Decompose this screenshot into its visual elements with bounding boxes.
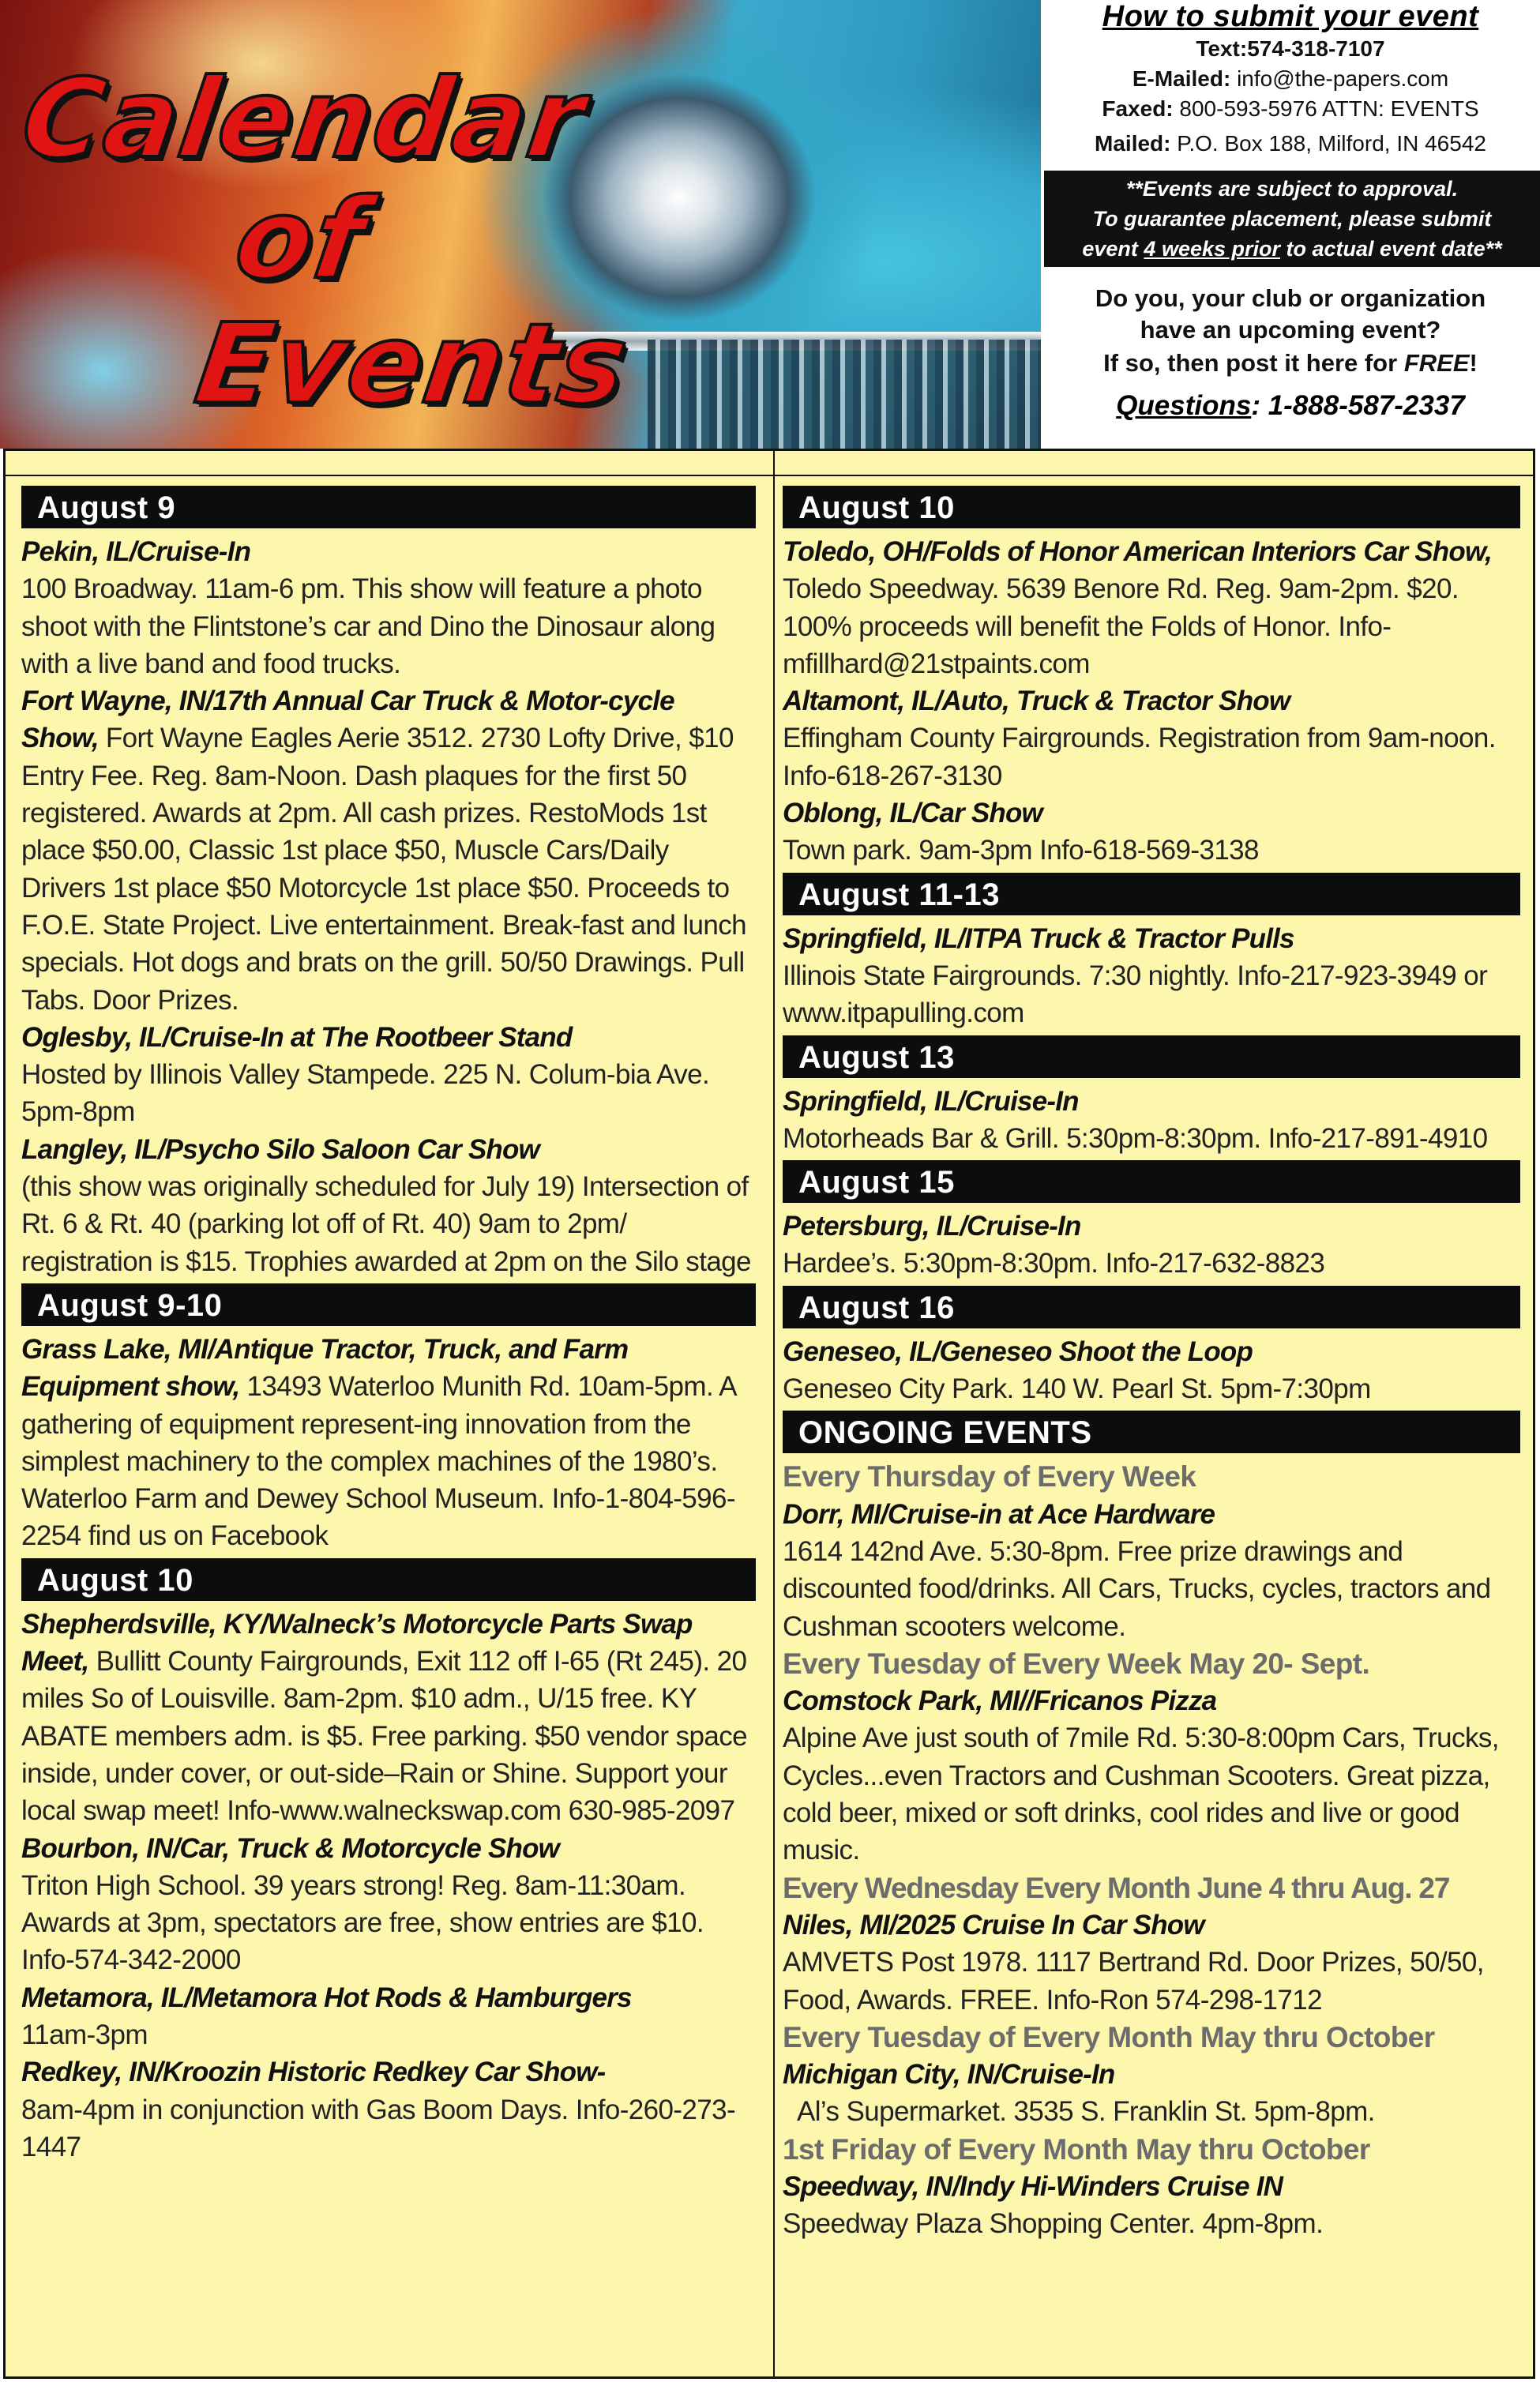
date-header: August 16 [783,1286,1520,1328]
submit-info-panel [1041,0,1540,449]
events-listing [3,449,1535,2379]
event-entry [21,1830,756,1979]
submit-heading: How to submit your event [1102,0,1479,33]
event-title: Toledo, OH/Folds of Honor American Interiors Car Show, [783,536,1492,567]
event-title: Grass Lake, MI/Antique Tractor, Truck, and Farm Equipment show, [21,1333,629,1403]
schedule-label: Every Thursday of Every Week [783,1460,1196,1493]
event-details: Alpine Ave just south of 7mile Rd. 5:30-8:00pm Cars, Trucks, Cycles...even Tractors and Cushman Scooters. Great pizza, cold beer, mixed or soft drinks, cool rides and live or good music. [783,1723,1499,1866]
date-header: August 13 [783,1035,1520,1078]
event-details: 8am-4pm in conjunction with Gas Boom Days. Info-260-273-1447 [21,2094,736,2162]
fax-line [1041,96,1540,122]
email-line [1041,66,1540,92]
event-title: Springfield, IL/ITPA Truck & Tractor Pulls [783,922,1294,954]
notice-line-3a: event [1082,237,1144,261]
event-entry [21,1979,756,2054]
event-title: Niles, MI/2025 Cruise In Car Show [783,1909,1204,1941]
title-calendar: Calendar [14,55,593,182]
event-details: Toledo Speedway. 5639 Benore Rd. Reg. 9am-2pm. $20. 100% proceeds will benefit the Folds of Honor. Info-mfillhard@21stpaints.com [783,573,1459,679]
event-title: Fort Wayne, IN/17th Annual Car Truck & Motor-cycle Show, [21,686,674,754]
event-title: Dorr, MI/Cruise-in at Ace Hardware [783,1498,1215,1530]
event-entry [783,2168,1520,2243]
schedule-label: Every Wednesday Every Month June 4 thru Aug. 27 [783,1871,1450,1904]
notice-line-1: **Events are subject to approval. [1125,177,1459,201]
title-events: Events [188,300,637,429]
date-header: August 10 [783,486,1520,528]
event-entry [783,1907,1520,2019]
event-entry [21,1331,756,1555]
event-details: Geneseo City Park. 140 W. Pearl St. 5pm-7:30pm [783,1373,1371,1405]
question-line-2: have an upcoming event? [1140,316,1441,344]
event-title: Michigan City, IN/Cruise-In [783,2059,1115,2091]
approval-notice [1044,171,1540,267]
fax-label: Faxed: [1102,96,1174,121]
questions-value: : 1-888-587-2337 [1251,390,1465,421]
event-entry [783,682,1520,795]
event-details: Hardee’s. 5:30pm-8:30pm. Info-217-632-8823 [783,1248,1325,1279]
event-title: Redkey, IN/Kroozin Historic Redkey Car Show- [21,2057,606,2088]
event-details: AMVETS Post 1978. 1117 Bertrand Rd. Door Prizes, 50/50, Food, Awards. FREE. Info-Ron 574-298-1712 [783,1947,1484,2016]
event-title: Springfield, IL/Cruise-In [783,1085,1079,1117]
event-details: 1614 142nd Ave. 5:30-8pm. Free prize drawings and discounted food/drinks. All Cars, Trucks, cycles, tractors and Cushman scooters welcome. [783,1535,1491,1642]
column-divider [773,451,775,2376]
event-entry [21,1131,756,1280]
event-entry [783,920,1520,1032]
mail-line [1041,131,1540,156]
questions-phone [1041,390,1540,422]
event-entry [783,1682,1520,1869]
event-title: Pekin, IL/Cruise-In [21,536,251,567]
event-details: (this show was originally scheduled for July 19) Intersection of Rt. 6 & Rt. 40 (parking lot off of Rt. 40) 9am to 2pm/ registration is $15. Trophies awarded at 2pm on the Silo stage [21,1171,751,1277]
event-details: 11am-3pm [21,2019,148,2050]
event-details: Fort Wayne Eagles Aerie 3512. 2730 Lofty Drive, $10 Entry Fee. Reg. 8am-Noon. Dash plaques for the first 50 registered. Awards at 2pm. All cash prizes. RestoMods 1st place $50.00, Classic 1st place $50, Muscle Cars/Daily Drivers 1st place $50 Motorcycle 1st place $50. Proceeds to F.O.E. State Project. Live entertainment. Break-fast and lunch specials. Hot dogs and brats on the grill. 50/50 Drawings. Pull Tabs. Door Prizes. [21,723,747,1016]
email-label: E-Mailed: [1132,66,1231,91]
schedule-label: Every Tuesday of Every Month May thru October [783,2020,1435,2053]
mail-label: Mailed: [1095,131,1171,156]
event-entry [783,1208,1520,1283]
date-header: August 10 [21,1558,756,1601]
event-details: 100 Broadway. 11am-6 pm. This show will feature a photo shoot with the Flintstone’s car and Dino the Dinosaur along with a live band and food trucks. [21,573,716,679]
notice-line-3c: to actual event date** [1280,237,1502,261]
event-details: 13493 Waterloo Munith Rd. 10am-5pm. A gathering of equipment represent-ing innovation from the simplest machinery to the complex machines of the 1980’s. Waterloo Farm and Dewey School Museum. Info-1-804-596-2254 find us on Facebook [21,1371,736,1552]
free-word: FREE [1403,349,1470,377]
title-of: of [227,175,374,304]
car-grille [648,340,1041,449]
mail-value: P.O. Box 188, Milford, IN 46542 [1177,131,1486,156]
header-banner [0,0,1041,449]
event-title: Altamont, IL/Auto, Truck & Tractor Show [783,686,1290,717]
question-line-3 [1041,349,1540,378]
date-header: August 15 [783,1160,1520,1203]
event-entry [21,2053,756,2166]
event-title: Comstock Park, MI//Fricanos Pizza [783,1685,1217,1717]
notice-line-3b: 4 weeks prior [1144,237,1281,261]
question-line-1: Do you, your club or organization [1095,284,1486,312]
left-column [21,483,756,2166]
right-column [783,483,1520,2243]
email-value[interactable]: info@the-papers.com [1237,66,1449,91]
event-title: Oglesby, IL/Cruise-In at The Rootbeer Stand [21,1021,573,1053]
schedule-label: 1st Friday of Every Month May thru October [783,2132,1370,2166]
event-title: Langley, IL/Psycho Silo Saloon Car Show [21,1133,539,1165]
date-header: August 9-10 [21,1283,756,1326]
event-details: Speedway Plaza Shopping Center. 4pm-8pm. [783,2208,1324,2240]
questions-label: Questions [1116,390,1252,421]
notice-line-2: To guarantee placement, please submit [1092,207,1492,231]
event-details: Motorheads Bar & Grill. 5:30pm-8:30pm. Info-217-891-4910 [783,1122,1488,1154]
event-title: Metamora, IL/Metamora Hot Rods & Hamburgers [21,1982,632,2013]
event-entry [21,1019,756,1131]
event-title: Shepherdsville, KY/Walneck’s Motorcycle Parts Swap Meet, [21,1608,693,1678]
ongoing-events-header: ONGOING EVENTS [783,1411,1520,1453]
event-entry [21,1606,756,1830]
event-entry [21,533,756,682]
event-entry [21,682,756,1019]
event-title: Geneseo, IL/Geneseo Shoot the Loop [783,1336,1253,1367]
event-entry [783,795,1520,870]
event-title: Bourbon, IN/Car, Truck & Motorcycle Show [21,1832,560,1864]
event-details: Bullitt County Fairgrounds, Exit 112 off I-65 (Rt 245). 20 miles So of Louisville. 8am-2pm. $10 adm., U/15 free. KY ABATE members adm. is $5. Free parking. $50 vendor space inside, under cover, or out-side–Rain or Shine. Support your local swap meet! Info-www.walneckswap.com 630-985-2097 [21,1646,747,1827]
event-details: Hosted by Illinois Valley Stampede. 225 N. Colum-bia Ave. 5pm-8pm [21,1059,710,1128]
question-line-3a: If so, then post it here for [1103,349,1404,377]
event-details: Illinois State Fairgrounds. 7:30 nightly. Info-217-923-3949 or www.itpapulling.com [783,960,1488,1029]
event-entry [783,1496,1520,1645]
event-title: Petersburg, IL/Cruise-In [783,1211,1081,1242]
event-entry [783,2056,1520,2131]
schedule-label: Every Tuesday of Every Week May 20- Sept. [783,1647,1370,1680]
question-line-3c: ! [1469,349,1478,377]
event-entry [783,1083,1520,1158]
event-entry [783,533,1520,682]
event-details: Al’s Supermarket. 3535 S. Franklin St. 5pm-8pm. [797,2096,1375,2128]
fax-value: 800-593-5976 ATTN: EVENTS [1179,96,1479,121]
date-header: August 11-13 [783,873,1520,915]
text-line: Text:574-318-7107 [1196,36,1385,61]
date-header: August 9 [21,486,756,528]
event-title: Oblong, IL/Car Show [783,798,1042,829]
event-details: Effingham County Fairgrounds. Registration from 9am-noon. Info-618-267-3130 [783,723,1496,791]
event-entry [783,1333,1520,1408]
notice-line-3 [1044,234,1540,264]
event-title: Speedway, IN/Indy Hi-Winders Cruise IN [783,2170,1283,2202]
event-details: Town park. 9am-3pm Info-618-569-3138 [783,835,1259,866]
events-top-rule [6,475,1533,476]
event-details: Triton High School. 39 years strong! Reg. 8am-11:30am. Awards at 3pm, spectators are free, show entries are $10. Info-574-342-2000 [21,1869,704,1976]
